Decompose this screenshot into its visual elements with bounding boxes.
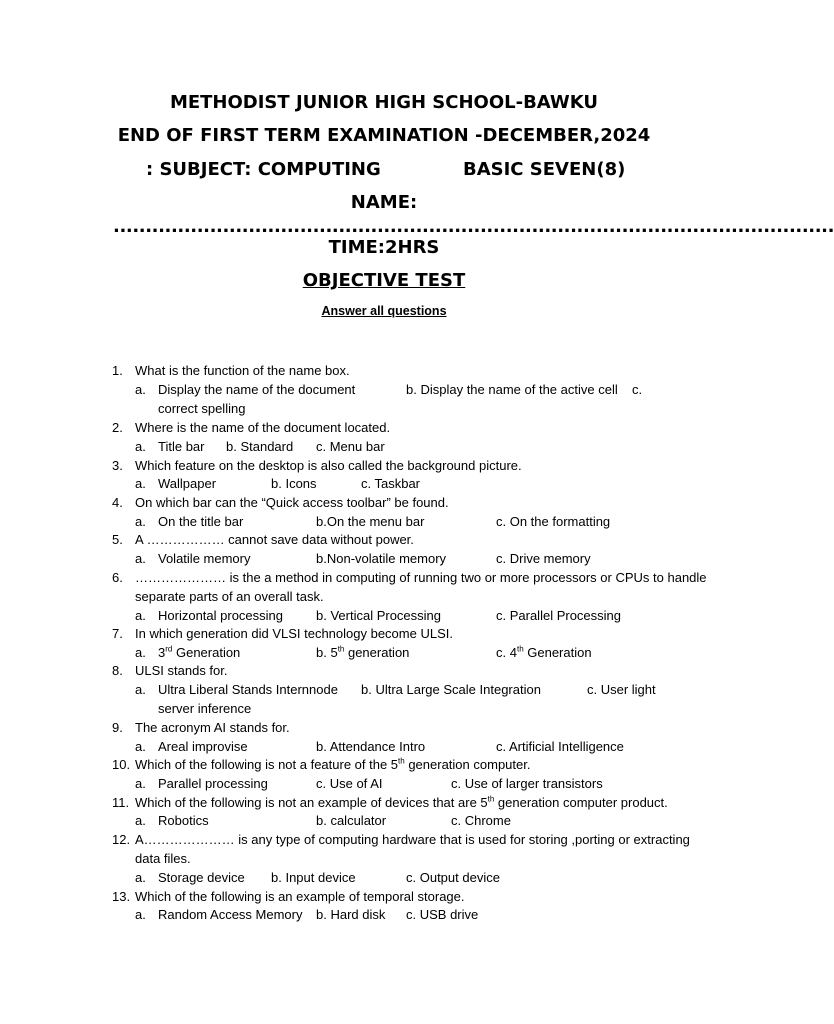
option-c: c. USB drive	[406, 907, 479, 922]
option-marker: a.	[135, 813, 146, 828]
option-b: b. Hard disk	[316, 907, 386, 922]
option-marker: a.	[135, 739, 146, 754]
question-text: A ……………… cannot save data without power.	[135, 532, 414, 547]
question-ordinal: th	[398, 756, 405, 766]
question-number: 13.	[112, 889, 131, 904]
exam-title: END OF FIRST TERM EXAMINATION -DECEMBER,2024	[117, 125, 651, 146]
option-c: c. Artificial Intelligence	[496, 739, 624, 754]
option-c: c. Menu bar	[316, 439, 385, 454]
question-number: 1.	[112, 363, 123, 378]
option-a: Storage device	[158, 870, 245, 885]
option-b: b. Standard	[226, 439, 294, 454]
question-text: On which bar can the “Quick access toolbar” be found.	[135, 495, 449, 510]
question-text: The acronym AI stands for.	[135, 720, 290, 735]
question-text: What is the function of the name box.	[135, 363, 350, 378]
question-text: A………………… is any type of computing hardware that is used for storing ,porting or extracting	[135, 832, 690, 847]
option-a: Horizontal processing	[158, 608, 284, 623]
option-a: On the title bar	[158, 514, 244, 529]
question-text-post: generation computer.	[404, 757, 531, 772]
option-c-rest: Generation	[523, 645, 592, 660]
question-number: 11.	[112, 795, 130, 810]
option-a: Wallpaper	[158, 476, 217, 491]
option-a-ordinal: rd	[165, 644, 173, 654]
option-b-ordinal: th	[337, 644, 345, 654]
option-c: c. On the formatting	[496, 514, 611, 529]
option-c: c. Taskbar	[361, 476, 421, 491]
option-c: c. Output device	[406, 870, 500, 885]
question-text	[135, 757, 530, 773]
option-marker: a.	[135, 439, 146, 454]
question-text: Which feature on the desktop is also called the background picture.	[135, 458, 522, 473]
option-b: c. Use of AI	[316, 776, 383, 791]
option-c: c. Use of larger transistors	[451, 776, 603, 791]
name-dotted-line: ................................................................................................................	[113, 216, 834, 237]
school-name: METHODIST JUNIOR HIGH SCHOOL-BAWKU	[169, 92, 599, 113]
question-number: 10.	[112, 757, 131, 772]
option-a: Title bar	[158, 439, 205, 454]
question-number: 4.	[112, 495, 123, 510]
option-marker: a.	[135, 870, 146, 885]
question-text	[135, 795, 668, 811]
option-a: Robotics	[158, 813, 209, 828]
option-marker: a.	[135, 907, 146, 922]
option-marker: a.	[135, 776, 146, 791]
option-marker: a.	[135, 608, 146, 623]
option-b: b.Non-volatile memory	[316, 551, 447, 566]
question-text-post: generation computer product.	[494, 795, 668, 810]
option-continuation: server inference	[158, 701, 252, 716]
option-marker: a.	[135, 476, 146, 491]
option-b	[316, 645, 409, 661]
option-c: c.	[632, 382, 643, 397]
class-label: BASIC SEVEN(8)	[463, 159, 626, 180]
option-c: c. Drive memory	[496, 551, 591, 566]
option-b: b. calculator	[316, 813, 387, 828]
question-continuation: data files.	[135, 851, 191, 866]
option-a: Display the name of the document	[158, 382, 356, 397]
time-label: TIME:2HRS	[328, 237, 440, 258]
question-continuation: separate parts of an overall task.	[135, 589, 324, 604]
option-b: b. Input device	[271, 870, 356, 885]
question-text: Which of the following is an example of temporal storage.	[135, 889, 465, 904]
question-ordinal: th	[487, 794, 495, 804]
option-c: c. User light	[587, 682, 656, 697]
option-b: b. Ultra Large Scale Integration	[361, 682, 541, 697]
option-marker: a.	[135, 382, 146, 397]
option-b: b. Attendance Intro	[316, 739, 426, 754]
name-label: NAME:	[350, 192, 418, 213]
instruction: Answer all questions	[321, 304, 447, 318]
option-a: Areal improvise	[158, 739, 248, 754]
option-c-prefix: c. 4	[496, 645, 517, 660]
option-c: c. Chrome	[451, 813, 511, 828]
question-number: 6.	[112, 570, 123, 585]
question-number: 2.	[112, 420, 123, 435]
question-number: 8.	[112, 663, 123, 678]
question-number: 3.	[112, 458, 123, 473]
question-text: Where is the name of the document located.	[135, 420, 391, 435]
option-b: b.On the menu bar	[316, 514, 425, 529]
question-number: 9.	[112, 720, 123, 735]
question-text: ………………… is the a method in computing of running two or more processors or CPUs to handle	[135, 570, 707, 585]
question-number: 7.	[112, 626, 123, 641]
option-marker: a.	[135, 682, 146, 697]
option-c: c. Parallel Processing	[496, 608, 621, 623]
option-a: Volatile memory	[158, 551, 251, 566]
question-text: In which generation did VLSI technology become ULSI.	[135, 626, 453, 641]
question-number: 5.	[112, 532, 123, 547]
question-text-pre: Which of the following is not an example of devices that are 5	[135, 795, 488, 810]
option-b: b. Display the name of the active cell	[406, 382, 618, 397]
question-text: ULSI stands for.	[135, 663, 228, 678]
option-a: Parallel processing	[158, 776, 268, 791]
option-c	[496, 645, 592, 661]
option-continuation: correct spelling	[158, 401, 246, 416]
subject-label: : SUBJECT: COMPUTING	[146, 159, 381, 180]
question-number: 12.	[112, 832, 131, 847]
question-text-pre: Which of the following is not a feature of the 5	[135, 757, 399, 772]
option-b-rest: generation	[344, 645, 410, 660]
option-c-ordinal: th	[516, 644, 524, 654]
option-b-prefix: b. 5	[316, 645, 338, 660]
option-a-rest: Generation	[172, 645, 241, 660]
option-a: Ultra Liberal Stands Internnode	[158, 682, 338, 697]
section-title: OBJECTIVE TEST	[302, 270, 466, 291]
option-marker: a.	[135, 514, 146, 529]
option-a	[158, 645, 240, 661]
option-a-number: 3	[158, 645, 166, 660]
option-marker: a.	[135, 551, 146, 566]
option-b: b. Vertical Processing	[316, 608, 442, 623]
option-a: Random Access Memory	[158, 907, 303, 922]
option-b: b. Icons	[271, 476, 317, 491]
option-marker: a.	[135, 645, 146, 660]
